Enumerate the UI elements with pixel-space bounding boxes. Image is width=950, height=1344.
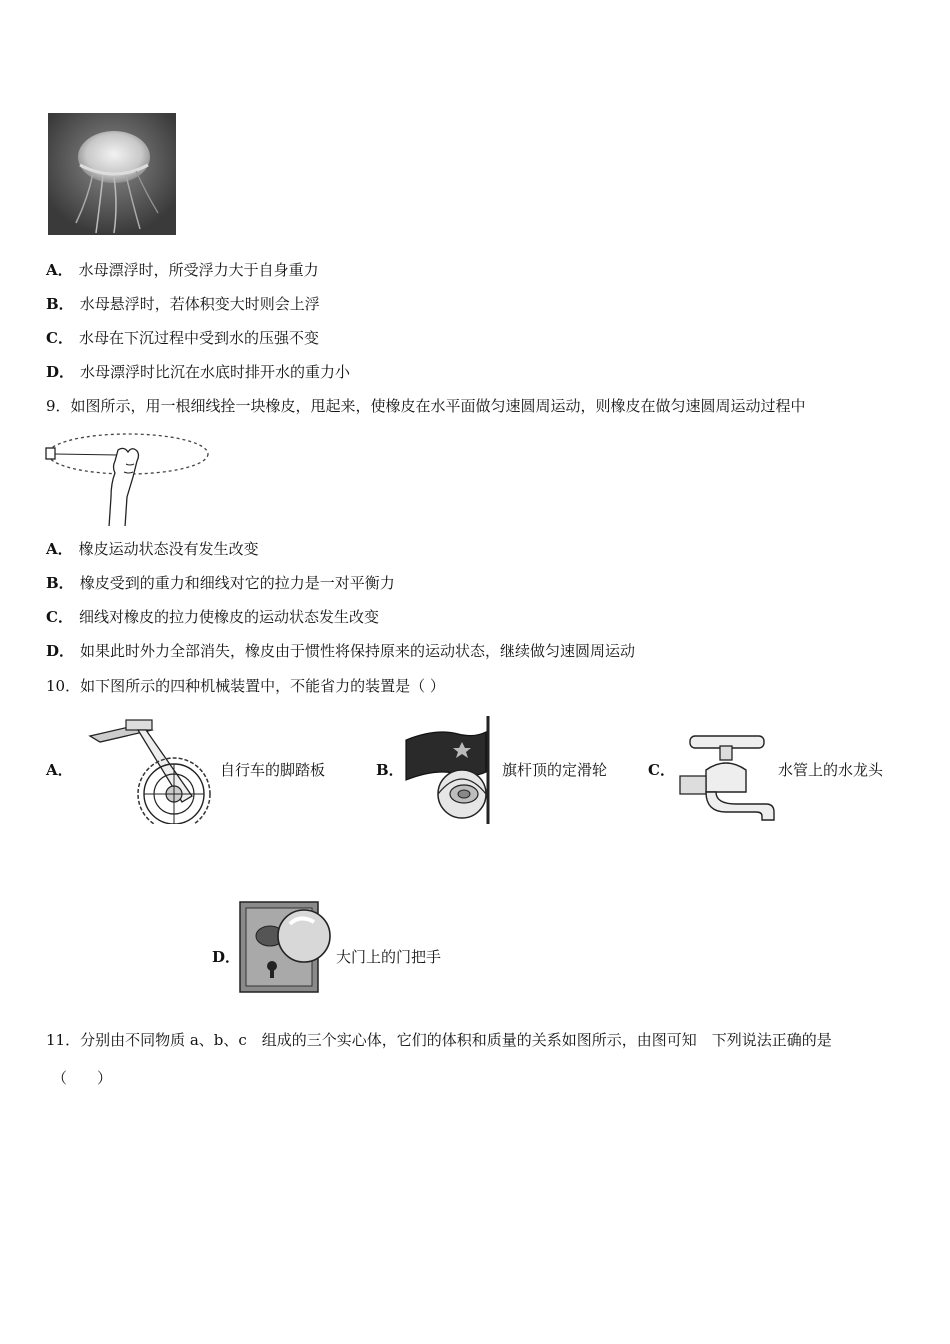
q11-answer-blank: （ ） — [52, 1069, 113, 1087]
option-text: 水母在下沉过程中受到水的压强不变 — [78, 329, 319, 347]
option-letter: D． — [46, 363, 75, 381]
q10-choice-c-letter: C． — [648, 761, 675, 779]
option-letter: A． — [46, 261, 73, 279]
q10-choice-c-caption: 水管上的水龙头 — [778, 761, 884, 779]
q8-option-d — [46, 362, 350, 382]
q9-option-c — [46, 607, 379, 627]
q10-choice-b-letter: B． — [376, 761, 404, 779]
option-text: 如果此时外力全部消失，橡皮由于惯性将保持原来的运动状态，继续做匀速圆周运动 — [80, 642, 636, 660]
option-text: 细线对橡皮的拉力使橡皮的运动状态发生改变 — [78, 608, 379, 626]
option-text: 水母漂浮时，所受浮力大于自身重力 — [78, 261, 319, 279]
q11-stem: 11．分别由不同物质 a、b、c 组成的三个实心体，它们的体积和质量的关系如图所示，由图可知 下列说法正确的是 — [46, 1031, 832, 1049]
q9-option-d — [46, 641, 635, 661]
bicycle-pedal-image — [86, 716, 218, 824]
option-text: 水母悬浮时，若体积变大时则会上浮 — [79, 295, 320, 313]
q8-option-b — [46, 294, 320, 314]
q9-stem: 9．如图所示，用一根细线拴一块橡皮，甩起来，使橡皮在水平面做匀速圆周运动，则橡皮在做匀速圆周运动过程中 — [46, 397, 806, 415]
jellyfish-image — [48, 113, 176, 235]
q10-choice-a-caption: 自行车的脚踏板 — [220, 761, 326, 779]
q10-choice-d-letter: D． — [212, 948, 241, 966]
q10-choice-d-caption: 大门上的门把手 — [336, 948, 442, 966]
option-letter: C． — [46, 329, 73, 347]
flagpole-pulley-image — [402, 714, 500, 826]
q8-option-c — [46, 328, 319, 348]
option-letter: C． — [46, 608, 73, 626]
hand-spinning-eraser-image — [42, 428, 212, 526]
option-text: 橡皮受到的重力和细线对它的拉力是一对平衡力 — [79, 574, 395, 592]
option-letter: B． — [46, 295, 74, 313]
water-tap-image — [676, 726, 778, 824]
option-letter: B． — [46, 574, 74, 592]
q9-option-b — [46, 573, 395, 593]
option-text: 水母漂浮时比沉在水底时排开水的重力小 — [80, 363, 351, 381]
q9-option-a — [46, 539, 259, 559]
q10-stem: 10．如下图所示的四种机械装置中，不能省力的装置是（ ） — [46, 677, 445, 695]
q8-option-a — [46, 260, 319, 280]
option-letter: A． — [46, 540, 73, 558]
option-text: 橡皮运动状态没有发生改变 — [78, 540, 259, 558]
q10-choice-a-letter: A． — [46, 761, 73, 779]
option-letter: D． — [46, 642, 75, 660]
door-knob-image — [238, 900, 334, 994]
q10-choice-b-caption: 旗杆顶的定滑轮 — [502, 761, 608, 779]
